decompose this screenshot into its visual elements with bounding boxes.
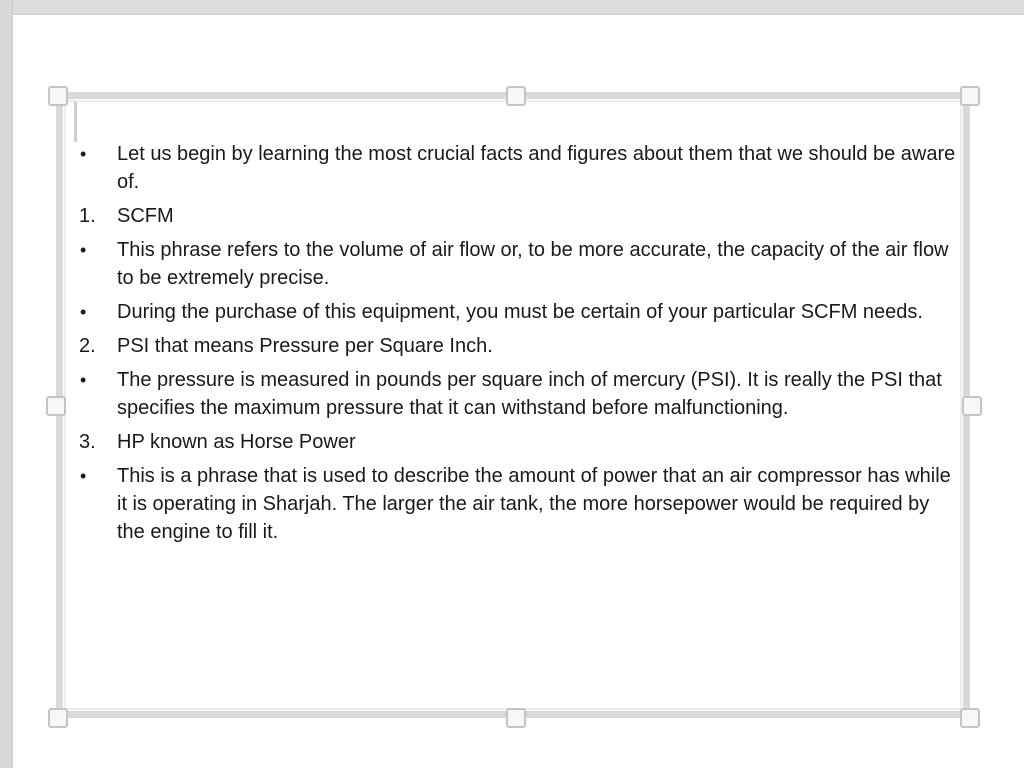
number-marker: 2. [79,335,96,357]
list-item [76,202,960,230]
resize-handle-top-right[interactable] [960,86,980,106]
bullet-marker: • [80,466,87,486]
resize-handle-bottom-left[interactable] [48,708,68,728]
resize-handle-bottom-right[interactable] [960,708,980,728]
list-item [76,366,960,422]
list-item [76,332,960,360]
number-marker: 1. [79,205,96,227]
resize-handle-middle-right[interactable] [962,396,982,416]
list-item [76,298,960,326]
bullet-marker: • [80,302,87,322]
list-item [76,140,960,196]
window-top-edge [0,0,1024,15]
resize-handle-middle-left[interactable] [46,396,66,416]
bullet-marker: • [80,370,87,390]
resize-handle-top-center[interactable] [506,86,526,106]
list-item-text: During the purchase of this equipment, you must be certain of your particular SCFM needs. [117,301,923,323]
window-left-edge [0,0,13,768]
list-item [76,462,960,546]
number-marker: 3. [79,431,96,453]
list-item-text: HP known as Horse Power [117,431,356,453]
bullet-marker: • [80,240,87,260]
list-item-text: Let us begin by learning the most crucial facts and figures about them that we should be aware of. [117,143,956,193]
list-item [76,236,960,292]
list-item-text: The pressure is measured in pounds per square inch of mercury (PSI). It is really the PSI that specifies the maximum pressure that it can withstand before malfunctioning. [117,369,942,419]
list-item-text: This phrase refers to the volume of air flow or, to be more accurate, the capacity of the air flow to be extremely precise. [117,239,949,289]
resize-handle-bottom-center[interactable] [506,708,526,728]
list-item-text: SCFM [117,205,174,227]
list-item-text: PSI that means Pressure per Square Inch. [117,335,493,357]
list-item-text: This is a phrase that is used to describe the amount of power that an air compressor has while it is operating in Sharjah. The larger the air tank, the more horsepower would be required by the engine to fill it. [117,465,951,543]
resize-handle-top-left[interactable] [48,86,68,106]
list-item [76,428,960,456]
frame-accent-mark [74,102,77,142]
slide-body-text[interactable] [76,140,960,552]
bullet-marker: • [80,144,87,164]
